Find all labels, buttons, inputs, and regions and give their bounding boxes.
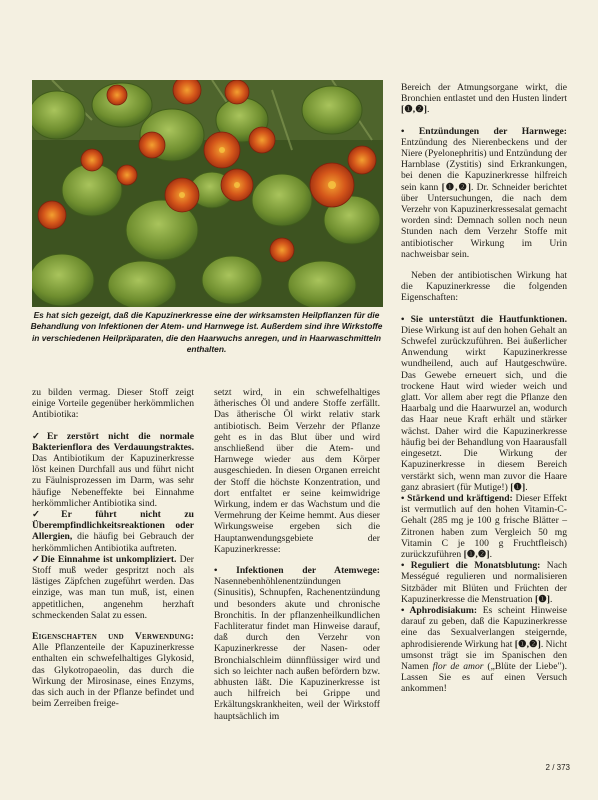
- paragraph-text: Alle Pflanzenteile der Kapuzinerkresse enthalten ein schwefelhaltiges Glykosid, das Glykotropaeolin, das durch die Wirkung der Mirosinase, eines Enzyms, das sich auch in der Pflanze befindet und beim Zerreiben freige-: [32, 642, 194, 710]
- paragraph: Bereich der Atmungsorgane wirkt, die Bronchien entlastet und den Husten lindert [❶,❷].: [401, 82, 567, 116]
- property-heading: • Stärkend und kräftigend:: [401, 492, 513, 504]
- property-item: • Sie unterstützt die Hautfunktionen. Diese Wirkung ist auf den hohen Gehalt an Schwefel zurückzuführen. Bei äußerlicher Anwendung wirkt Kapuzinerkresse wundheilend, auch auf Hautgeschwüre. Das Gewebe erneuert sich, und die trockene Haut wird wieder weich und glatt. Vor allem aber regt die Pflanze den Haarbalg und die Haarwurzel an, wodurch das Haar neue Kraft erhält und stärker wächst. Daher wird die Kapuzinerkresse häufig bei der Behandlung von Haarausfall eingesetzt. Die Wirkung der Kapuzinerkresse in diesem Bereich verstärkt sich, wenn man zuvor die Haare ganz abrasiert (für Mutige!) [❶].: [401, 313, 567, 493]
- indication-text: Entzündung des Nierenbeckens und der Niere (Pyelonephritis) und Entzündung der Harnblase (Zystitis) sind Erkrankungen, bei denen die Kapuzinerkresse hilfreich sein kann: [401, 136, 567, 193]
- indication-item: [401, 126, 567, 260]
- property-text: Es scheint Hinweise darauf zu geben, daß die Kapuzinerkresse eine das Sexualverlangen steigernde, aphrodisierende Wirkung hat: [401, 604, 568, 650]
- paragraph-text: Bereich der Atmungsorgane wirkt, die Bronchien entlastet und den Husten lindert: [401, 82, 567, 105]
- benefit-text: Der Stoff muß weder gespritzt noch als lästiges Zäpfchen zugeführt werden. Das einzige, was man tun muß, ist, einen appetitlichen, angenehm herzhaft schmeckenden Salat zu essen.: [32, 553, 195, 621]
- benefit-text: die häufig bei Gebrauch der herkömmlichen Antibiotika auftreten.: [32, 531, 194, 554]
- benefit-item: [32, 509, 194, 554]
- reference-marks: [❶,❷]: [401, 104, 427, 116]
- property-text: Nach Mességué regulieren und normalisieren Sitzbäder mit Blüten und Früchten der Kapuzinerkresse die Menstruation: [401, 560, 568, 605]
- indication-item: [214, 565, 380, 722]
- property-item: [401, 605, 567, 695]
- section-paragraph: [32, 631, 194, 709]
- property-heading: • Sie unterstützt die Hautfunktionen.: [401, 313, 567, 325]
- reference-marks: [❶,❷]: [441, 181, 471, 193]
- nasturtium-photo: [32, 80, 383, 307]
- photo-caption: Es hat sich gezeigt, daß die Kapuzinerkresse eine der wirksamsten Heilpflanzen für die Behandlung von Infektionen der Atem- und Harnwege ist. Außerdem sind ihre Wirkstoffe in verschiedenen Heilpräparaten, die den Haarwuchs anregen, und in Haarwaschmitteln enthalten.: [30, 310, 383, 355]
- indication-heading: • Infektionen der Atemwege:: [214, 565, 380, 577]
- text-column-3: [401, 82, 567, 695]
- benefit-item: [32, 554, 194, 621]
- property-text: („Blüte der Liebe"). Lassen Sie es auf einen Versuch ankommen!: [401, 660, 568, 695]
- paragraph: Neben der antibiotischen Wirkung hat die Kapuzinerkresse die folgenden Eigenschaften:: [401, 270, 567, 304]
- benefit-item: [32, 431, 194, 509]
- italic-term: flor de amor: [432, 660, 484, 672]
- benefit-heading: ✓Die Einnahme ist unkompliziert.: [32, 553, 177, 565]
- property-text: Diese Wirkung ist auf den hohen Gehalt an Schwefel zurückzuführen. Bei äußerlicher Anwendung wirkt Kapuzinerkresse wundheilend, auch auf Hautgeschwüre. Das Gewebe erneuert sich, und die trockene Haut wird wieder weich und glatt. Vor allem aber regt die Pflanze den Haarbalg und die Haarwurzel an, wodurch das Haar neue Kraft erhält und stärker wächst. Daher wird die Kapuzinerkresse häufig bei der Behandlung von Haarausfall eingesetzt. Die Wirkung der Kapuzinerkresse in diesem Bereich verstärkt sich, wenn man zuvor die Haare ganz abrasiert (für Mutige!): [401, 324, 567, 493]
- text-column-1: [32, 387, 194, 709]
- benefit-heading: ✓Er zerstört nicht die normale Bakterienflora des Verdauungstraktes.: [32, 430, 194, 453]
- reference-marks: [❶]: [535, 593, 551, 605]
- property-text: Dieser Effekt ist vermutlich auf den hohen Vitamin-C-Gehalt (285 mg je 100 g frische Blätter – Zitronen haben zum Vergleich 50 mg Vitamin C je 100 g Fruchtfleisch) zurückzuführen: [401, 492, 567, 560]
- reference-marks: [❶,❷]: [514, 638, 541, 650]
- paragraph: zu bilden vermag. Dieser Stoff zeigt einige Vorteile gegenüber herkömmlichen Antibiotika:: [32, 387, 194, 421]
- text-column-2: [214, 387, 380, 722]
- indication-heading: • Entzündungen der Harnwege:: [401, 125, 567, 137]
- reference-marks: [❶,❷]: [463, 548, 490, 560]
- property-text: . Nicht umsonst trägt sie im Spanischen den Namen: [401, 638, 567, 672]
- section-heading: Eigenschaften und Verwendung:: [32, 631, 194, 643]
- reference-marks: [❶]: [510, 481, 526, 493]
- property-item: • Reguliert die Monatsblutung: Nach Mességué regulieren und normalisieren Sitzbäder mit Blüten und Früchten der Kapuzinerkresse die Menstruation [❶].: [401, 560, 568, 605]
- benefit-text: Das Antibiotikum der Kapuzinerkresse löst keinen Durchfall aus und führt nicht zu Fäulnisprozessen im Darm, was sehr häufige Nebeneffekte bei Einnahme herkömmlicher Antibiotika sind.: [32, 453, 194, 509]
- indication-text: . Dr. Schneider berichtet über Untersuchungen, die nach dem Verzehr von Kapuzinerkressesalat gemacht worden sind: Demnach sollen noch neun Stunden nach dem Verzehr Stoffe mit antibiotischer Wirkung im Urin nachweisbar sein.: [401, 181, 567, 260]
- paragraph: setzt wird, in ein schwefelhaltiges ätherisches Öl und andere Stoffe zerfällt. Das ätherische Öl wirkt relativ stark antibiotisch. Beim Verzehr der Pflanze geht es in das Blut über und wird anschließend über die Atem- und Harnwege wieder aus dem Körper ausgeschieden. In diesen Organen erreicht der Stoff die höchste Konzentration, und dort entfaltet er seine keimwidrige Wirkung, indem er das Wachstum und die Vermehrung der Keime hemmt. Aus dieser Wirkungsweise ergeben sich die Hauptanwendungsgebiete der Kapuzinerkresse:: [214, 387, 380, 555]
- page-number: 2 / 373: [545, 763, 570, 772]
- property-item: • Stärkend und kräftigend: Dieser Effekt ist vermutlich auf den hohen Vitamin-C-Gehalt (285 mg je 100 g frische Blätter – Zitronen haben zum Vergleich 50 mg Vitamin C je 100 g Fruchtfleisch) zurückzuführen [❶,❷].: [401, 492, 567, 560]
- property-heading: • Reguliert die Monatsblutung:: [401, 560, 541, 572]
- property-heading: • Aphrodisiakum:: [401, 604, 478, 616]
- benefit-heading: ✓Er führt nicht zu Überempfindlichkeitsreaktionen oder Allergien,: [32, 509, 194, 543]
- indication-text: Nasennebenhöhlenentzündungen (Sinusitis), Schnupfen, Rachenentzündung und besonders akute und chronische Bronchitis. In der pflanzenheilkundlichen Fachliteratur findet man Hinweise darauf, daß durch den Verzehr von Kapuzinerkresse der Nasen- oder Bronchialschleim dünnflüssiger wird und sich so leichter nach außen befördern bzw. abhusten läßt. Die Kapuzinerkresse ist auch hilfreich bei Grippe und Erkältungskrankheiten, weil der Wirkstoff hauptsächlich im: [214, 576, 380, 722]
